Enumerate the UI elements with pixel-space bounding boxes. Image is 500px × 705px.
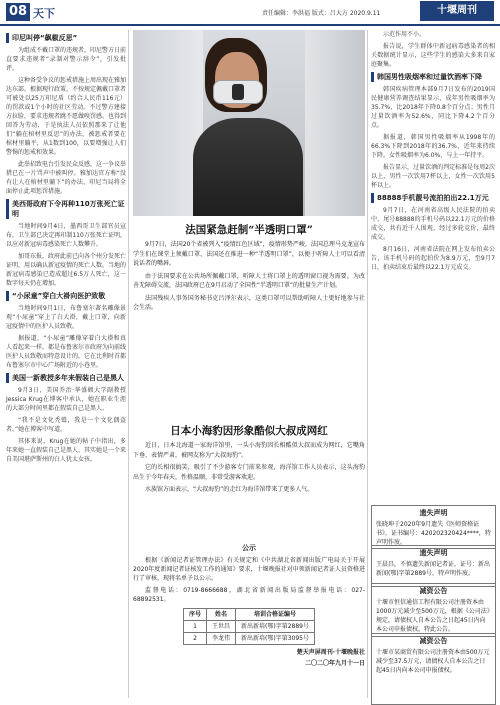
- table-cell: 新出新培(鄂)字第2889号: [236, 621, 315, 633]
- article-paragraph: 报告说，学生群体中新冠病毒感染者的相关数据统计显示，这些学生的感染大多来自家庭聚集。: [371, 43, 495, 68]
- article-paragraph: 为组成不戴口罩的违规者，印尼警方日前直要求违规者“录制对警示辞令”，引发批评。: [6, 47, 127, 72]
- article-paragraph: 9月7日，法国20个省被列入“疫情红色区域”，疫情形势严峻，法国总理马克龙宣布学生们在课堂上须戴口罩，法国还在推进一种“半透明口罩”，以便于听障人士可以看清说话者的嘴唇。: [133, 241, 365, 267]
- transparent-mask: [213, 80, 263, 104]
- main-headline: 法国紧急赶制“半透明口罩”: [185, 224, 313, 236]
- notice-heading: 减资公告: [419, 587, 448, 595]
- right-column: [371, 30, 495, 275]
- article-paragraph: 近日，日本北海道一家海洋馆里，一头小海豹因长相酷似大叔而成为网红，它嘴角下垂、表情严肃，被网友称为“大叔海豹”。: [133, 442, 365, 459]
- table-header: 培训合格证编号: [236, 609, 315, 621]
- page-header: [0, 0, 500, 26]
- article-heading: 美西哥政府下令再种110万张死亡证明: [6, 199, 126, 219]
- article-paragraph: 由于法国要求在公共场所佩戴口罩，听障人士将口罩上的透明窗口视为需要。为改善无障碍交流，法国政府已在9月启动了全国性“半透明口罩”的批量生产计划。: [133, 272, 365, 289]
- notice-signature: 楚天声屏周刊·十堰晚报社: [296, 649, 365, 656]
- article-paragraph: 8月16日，河南省法院在网上发布拍卖公告，该手机号码的起拍价为8.9万元，至9月7日，拍卖结束后最终以22.1万元成交。: [371, 246, 495, 271]
- column-divider: [128, 30, 129, 698]
- article-paragraph: “我不是文化秃鹫，我是一个文化偶盗者。”她在博客中写道。: [6, 417, 126, 433]
- table-cell: 2: [184, 633, 207, 645]
- article-paragraph: 水族馆方面表示，“大叔海豹”的走红为海洋馆带来了更多人气。: [145, 486, 314, 493]
- section-title: 天下: [33, 7, 55, 20]
- building-right: [305, 30, 365, 216]
- article-paragraph: 这种备受争议的惩戒措施上周出现在雅加达东部。根据现行政策，不按规定佩戴口罩者可被处以25万印尼盾（约合人民币116元）的罚款或1个小时的社区劳动。不过警方建接方拉脸，要求违规者跳不愿做嗅罚感。也得到回答为劳动，于是执法人员依照那来了让他们“躺在棺材里反思”的办法，被惩戒者要在棺材里躺平，从1数到100，以要增强让人们警惕的惩戒和效果。: [6, 77, 127, 156]
- notice-title: 公示: [242, 544, 256, 552]
- notice-body: 王晨昌，不慎遗失新闻记者证，证号：新出新闻(鄂)字第2889号，特声明作废。: [376, 561, 491, 577]
- main-article-body: [133, 240, 365, 316]
- article-paragraph: 据报道，“小尿童”雕像穿着白大褂和真人看起来一样，都是布鲁塞尔市政府为向前线医护人员致敬而特意设计的，它在比利时首都布鲁塞尔市中心广场附近的小巷里。: [6, 335, 127, 369]
- article-paragraph: 此举招致电台引发民众反感，这一争议举措已在一片骂声中被叫停。雅加达官方称“没有让人在棺材里躺下”的办法，印尼当局将全面停止此项惩罚措施。: [6, 161, 127, 195]
- table-row: [184, 633, 315, 645]
- notice-table: [183, 608, 315, 645]
- table-row: [184, 621, 315, 633]
- table-header: 姓名: [207, 609, 236, 621]
- man-with-mask: [193, 38, 303, 216]
- classified-notice: [371, 505, 496, 549]
- article-paragraph: 加哥东报，政府此前已向各个州分发死亡证明，用以确认新冠疫情的死亡人数。当地的新冠病毒感染已造成超过6.5万人死亡，这一数字每天仍在增加。: [6, 253, 127, 287]
- notice-body: 张晓坤于2020年9月遗失《医师资格证书》，证书编号：420202320424****，特声明作废。: [376, 521, 491, 546]
- column-divider-right: [367, 30, 368, 698]
- notice-body: 十堰市某商贸有限公司注册资本由500万元减少至37.5万元，请债权人自本公告之日起45日内向本公司申报债权。: [376, 649, 490, 674]
- notice-heading: 遗失声明: [419, 509, 448, 517]
- article-paragraph: 报告显示，过量饮酒的判定标准是每周2次以上，男性一次饮用7杯以上，女性一次饮用5杯以上。: [371, 164, 495, 189]
- article-paragraph: 9月7日，在河南省高级人民法院的拍卖中，尾号88888的手机号码以22.1万元的价格成交，共有近千人围观，经过多轮竞价，最终成交。: [371, 207, 495, 241]
- editor-credits: 责任编辑：李洪福 版式：吕大方 2020.9.11: [262, 10, 381, 17]
- page-number: 08: [6, 3, 30, 21]
- article-paragraph: 它的长相很搞笑，吸引了不少游客专门前来参观，海洋馆工作人员表示，这头海豹出生于今年春天，性格温顺，非常受游客欢迎。: [133, 464, 365, 481]
- notice-contact: 监督电话：0719-8666688，湖北省新闻出版局监督举报电话：027-68892531。: [133, 587, 365, 603]
- left-column: [6, 30, 126, 467]
- masthead-logo: 十堰周刊: [420, 1, 494, 21]
- article-heading: 印尼叫停“飙椒反思”: [6, 33, 126, 43]
- article-paragraph: 据报道，韩国男性吸烟率从1998年的66.3%下降到2018年的36.7%，近年来持续下降。女性吸烟率为6.0%，与上一年持平。: [371, 134, 495, 159]
- table-cell: 新出新培(鄂)字第3095号: [236, 633, 315, 645]
- article-heading: 美国一新教授多年来假装自己是黑人: [6, 373, 126, 383]
- article-paragraph: 示范作用不小。: [383, 31, 426, 38]
- table-cell: 王世昌: [207, 621, 236, 633]
- second-article-body: [133, 441, 365, 498]
- classified-notice: [371, 633, 496, 705]
- article-paragraph: 当地时间9月4日，墨西哥卫生部官员宣布，卫生部已决定再印制110万张死亡证明，以应对新冠病毒感染死亡人数攀升。: [6, 223, 126, 248]
- news-photo: [133, 30, 365, 216]
- article-paragraph: 法国残疾人事务国务秘书克吕泽尔表示，这类口罩可以帮助听障人士更好地参与社会生活。: [133, 294, 365, 311]
- second-headline: 日本小海豹因形象酷似大叔成网红: [170, 425, 328, 437]
- table-cell: 1: [184, 621, 207, 633]
- public-notice: [133, 544, 365, 668]
- table-cell: 李龙伟: [207, 633, 236, 645]
- notice-body: 十堰市恒信通信工程有限公司注册资本由1000万元减少至500万元，根据《公司法》规定，请债权人自本公告之日起45日内向本公司申报债权。特此公告。: [376, 599, 490, 633]
- article-paragraph: 9月3日，美国乔治·华盛顿大学副教授Jessica Krug在博客中承认，她在职业生涯的大部分时间里都在假装自己是黑人。: [6, 387, 126, 412]
- notice-intro: 根据《新闻记者证管理办法》有关规定和《中共湖北省新闻出版广电局关于开展2020年度新闻记者证核发工作的通知》要求，十堰晚报社对申领新闻记者证人员资格进行了审核，现将名单予以公示。: [133, 557, 365, 582]
- notice-date: 二〇二〇年九月十一日: [304, 660, 365, 667]
- article-heading: 88888手机靓号流拍拍出22.1万元: [371, 193, 495, 203]
- table-header: 序号: [184, 609, 207, 621]
- notice-heading: 遗失声明: [419, 549, 448, 557]
- article-paragraph: 当地时间9月1日，布鲁塞尔著名雕像景观“小尿童”穿上了白大褂，戴上口罩，向新冠疫情中的医护人员致敬。: [6, 305, 126, 330]
- classified-notice: [371, 583, 496, 637]
- article-paragraph: 韩国疾病管理本部9月7日发布的2019国民健康营养调查结果显示，成年男性吸烟率为35.7%，比2018年下降0.8个百分点；男性月过量饮酒率为52.6%，同比下降4.2个百分点。: [371, 86, 495, 129]
- notice-heading: 减资公告: [419, 637, 448, 645]
- article-paragraph: 其体来说，Krug在她的帖子中指出，多年来她一直假装自己是黑人，其实她是一个来自美国堪萨斯州的白人犹太女孩。: [6, 438, 127, 463]
- article-heading: 韩国男性吸烟率和过量饮酒率下降: [371, 72, 495, 82]
- classified-notice: [371, 545, 496, 587]
- article-heading: “小尿童”穿白大褂向医护致敬: [6, 291, 126, 301]
